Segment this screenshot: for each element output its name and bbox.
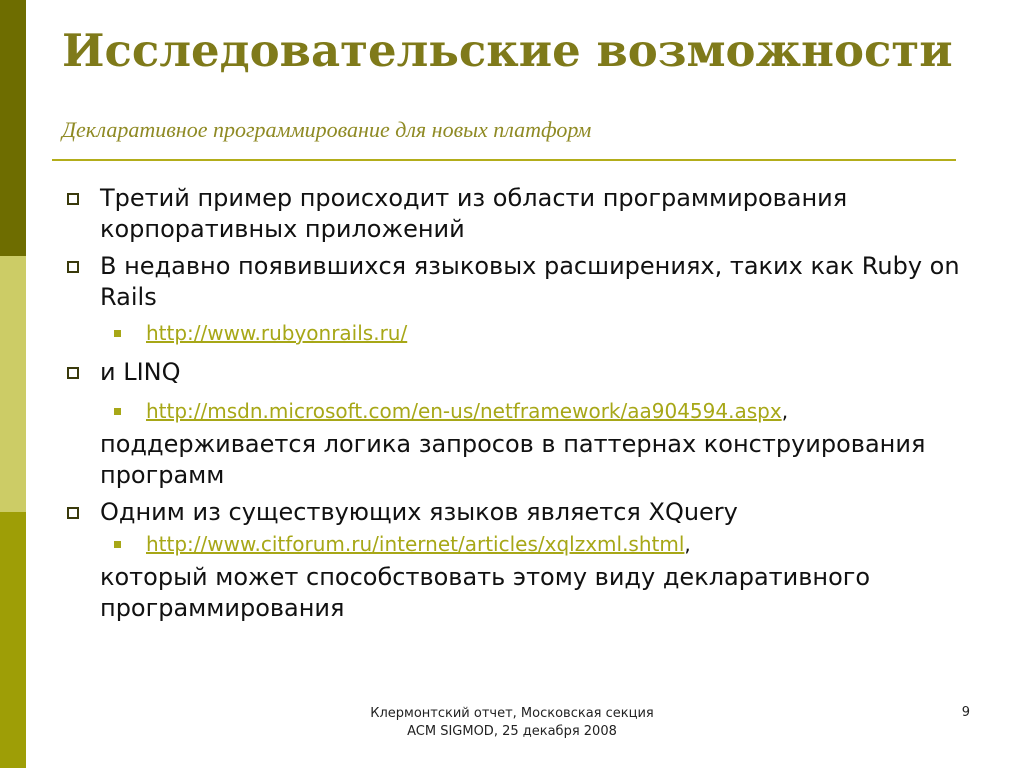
sub-bullet-item xyxy=(60,531,990,558)
slide-body xyxy=(60,183,990,624)
bullet-item xyxy=(60,183,990,245)
bullet-item xyxy=(60,357,990,388)
hollow-square-bullet-icon xyxy=(67,261,79,273)
footer-line-2: ACM SIGMOD, 25 декабря 2008 xyxy=(407,724,617,739)
link-comma: , xyxy=(781,399,789,423)
page-number: 9 xyxy=(961,705,970,720)
filled-square-bullet-icon xyxy=(114,541,121,548)
slide-title: Исследовательские возможности xyxy=(62,24,953,77)
sub-bullet-item xyxy=(60,320,990,347)
footer xyxy=(262,705,762,741)
bullet-text: и LINQ xyxy=(100,358,181,386)
hollow-square-bullet-icon xyxy=(67,193,79,205)
sub-bullet-item xyxy=(60,398,990,425)
hollow-square-bullet-icon xyxy=(67,367,79,379)
link-comma: , xyxy=(684,532,691,556)
filled-square-bullet-icon xyxy=(114,330,121,337)
title-divider xyxy=(52,159,956,161)
continuation-text: который может способствовать этому виду декларативного программирования xyxy=(100,563,871,622)
bullet-text: Одним из существующих языков является XQuery xyxy=(100,498,738,526)
bullet-text: В недавно появившихся языковых расширениях, таких как Ruby on Rails xyxy=(100,252,960,311)
continuation-text: поддерживается логика запросов в паттернах конструирования программ xyxy=(100,430,926,489)
decor-bar-bottom xyxy=(0,512,26,768)
hollow-square-bullet-icon xyxy=(67,507,79,519)
bullet-item xyxy=(60,251,990,313)
bullet-text: Третий пример происходит из области программирования корпоративных приложений xyxy=(100,184,848,243)
filled-square-bullet-icon xyxy=(114,408,121,415)
decor-bar-middle xyxy=(0,256,26,512)
footer-line-1: Клермонтский отчет, Московская секция xyxy=(370,706,654,721)
msdn-linq-link[interactable]: http://msdn.microsoft.com/en-us/netframework/aa904594.aspx xyxy=(146,399,782,423)
citforum-xquery-link[interactable]: http://www.citforum.ru/internet/articles/xqlzxml.shtml xyxy=(146,532,685,556)
decor-bar-top xyxy=(0,0,26,256)
rubyonrails-link[interactable]: http://www.rubyonrails.ru/ xyxy=(146,321,408,345)
slide-subtitle: Декларативное программирование для новых платформ xyxy=(62,117,592,142)
bullet-item xyxy=(60,497,990,528)
